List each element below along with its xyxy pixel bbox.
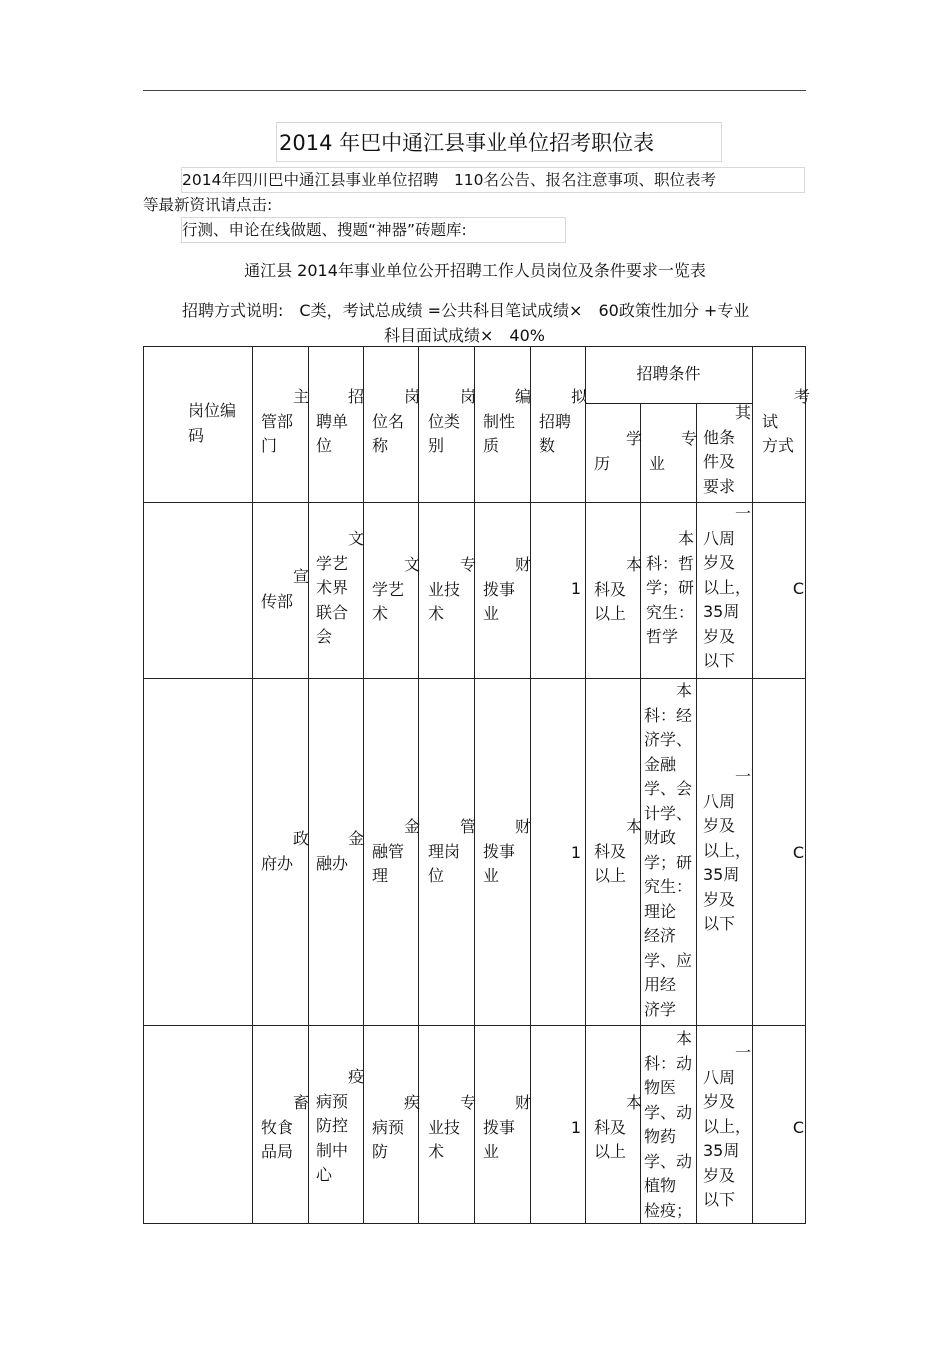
row-divider bbox=[144, 678, 805, 679]
row2-education: 本 科及 以上 bbox=[594, 817, 643, 885]
row2-post-type: 管 理岗 位 bbox=[428, 817, 477, 885]
row1-unit: 文 学艺 术界 联合 会 bbox=[316, 529, 365, 646]
intro-line-2: 等最新资讯请点击: bbox=[143, 196, 273, 214]
row1-major: 本 科：哲 学；研 究生： 哲学 bbox=[646, 529, 695, 646]
top-rule bbox=[143, 90, 806, 91]
row2-post-name: 金 融管 理 bbox=[372, 817, 421, 885]
header-dept: 主 管部 门 bbox=[261, 387, 310, 455]
header-education: 学 历 bbox=[594, 429, 643, 473]
row3-other: 一 八周 岁及 以上， 35周 岁及 以下 bbox=[703, 1043, 752, 1209]
header-staff-type: 编 制性 质 bbox=[483, 387, 532, 455]
row1-other: 一 八周 岁及 以上， 35周 岁及 以下 bbox=[703, 504, 752, 670]
row1-count: 1 bbox=[570, 579, 581, 598]
header-code: 岗位编 码 bbox=[188, 401, 237, 445]
header-other-requirements: 其 他条 件及 要求 bbox=[703, 403, 752, 496]
header-unit: 招 聘单 位 bbox=[316, 387, 365, 455]
row3-major: 本 科：动 物医 学、动 物药 学、动 植物 检疫； bbox=[644, 1029, 693, 1220]
row3-unit: 疫 病预 防控 制中 心 bbox=[316, 1067, 365, 1184]
positions-table bbox=[143, 346, 811, 1224]
row1-post-type: 专 业技 术 bbox=[428, 555, 477, 623]
col-divider bbox=[252, 347, 253, 1223]
row1-post-name: 文 学艺 术 bbox=[372, 555, 421, 623]
row1-education: 本 科及 以上 bbox=[594, 555, 643, 623]
col-divider bbox=[752, 347, 753, 1223]
page-title: 2014 年巴中通江县事业单位招考职位表 bbox=[276, 122, 722, 162]
method-line-1: 招聘方式说明: C类，考试总成绩 =公共科目笔试成绩× 60政策性加分 +专业 bbox=[182, 301, 750, 320]
row2-exam: C bbox=[792, 843, 804, 862]
row-divider bbox=[144, 1025, 805, 1026]
intro-line-1: 2014年四川巴中通江县事业单位招聘 110名公告、报名注意事项、职位表考 bbox=[182, 171, 717, 189]
row1-staff-type: 财 拨事 业 bbox=[483, 555, 532, 623]
row2-staff-type: 财 拨事 业 bbox=[483, 817, 532, 885]
row1-exam: C bbox=[792, 579, 804, 598]
row2-other: 一 八周 岁及 以上， 35周 岁及 以下 bbox=[703, 767, 752, 933]
row2-unit: 金 融办 bbox=[316, 829, 365, 873]
col-divider bbox=[696, 403, 697, 1223]
row2-major: 本 科：经 济学、 金融 学、会 计学、 财政 学；研 究生： 理论 经济 学、应 用经 济学 bbox=[644, 681, 693, 1019]
row3-post-name: 疾 病预 防 bbox=[372, 1093, 421, 1161]
row3-education: 本 科及 以上 bbox=[594, 1093, 643, 1161]
row3-count: 1 bbox=[570, 1118, 581, 1137]
row2-dept: 政 府办 bbox=[261, 829, 310, 873]
header-conditions: 招聘条件 bbox=[636, 364, 701, 383]
header-count: 拟 招聘 数 bbox=[539, 387, 588, 455]
row2-count: 1 bbox=[570, 843, 581, 862]
row3-post-type: 专 业技 术 bbox=[428, 1093, 477, 1161]
table-subtitle: 通江县 2014年事业单位公开招聘工作人员岗位及条件要求一览表 bbox=[244, 261, 706, 280]
row3-staff-type: 财 拨事 业 bbox=[483, 1093, 532, 1161]
intro-line-3: 行测、申论在线做题、搜题“神器”砖题库: bbox=[182, 221, 467, 239]
row1-dept: 宣 传部 bbox=[261, 567, 310, 611]
col-divider bbox=[585, 347, 586, 1223]
header-post-name: 岗 位名 称 bbox=[372, 387, 421, 455]
method-line-2: 科目面试成绩× 40% bbox=[384, 326, 545, 345]
row3-dept: 畜 牧食 品局 bbox=[261, 1093, 310, 1161]
row3-exam: C bbox=[792, 1118, 804, 1137]
header-major: 专 业 bbox=[649, 429, 698, 473]
header-post-type: 岗 位类 别 bbox=[428, 387, 477, 455]
header-exam-method: 考 试 方式 bbox=[762, 387, 811, 455]
